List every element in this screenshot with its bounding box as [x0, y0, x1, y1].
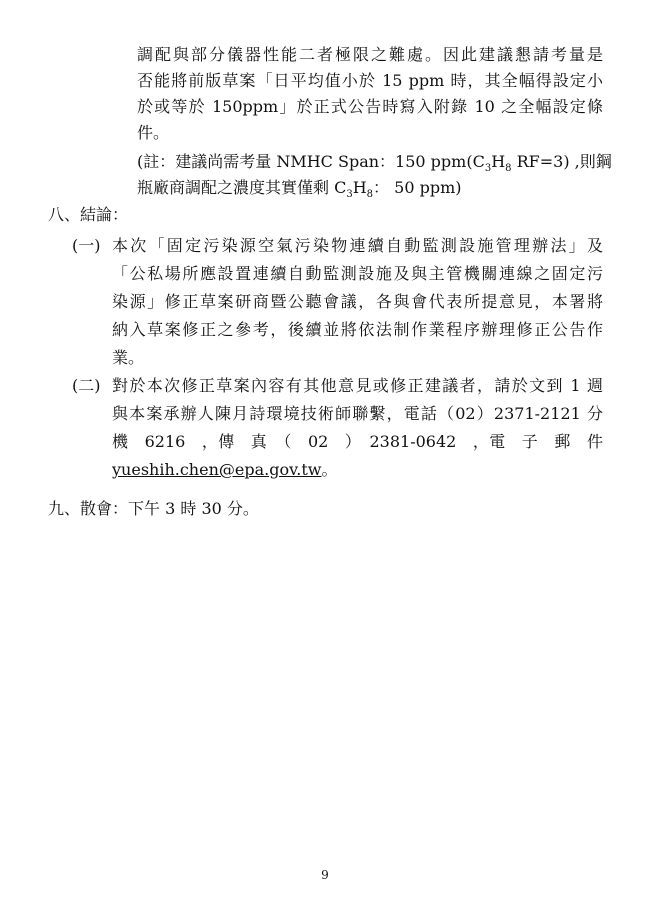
list-item-line: 與本案承辦人陳月詩環境技術師聯繫，電話（02）2371-2121 分: [112, 404, 603, 423]
list-item-line: 納入草案修正之參考，後續並將依法制作業程序辦理修正公告作: [112, 320, 603, 339]
list-marker: (二): [72, 376, 101, 395]
paragraph-line: 調配與部分儀器性能二者極限之難處。因此建議懇請考量是: [137, 45, 603, 64]
page-number: 9: [321, 868, 329, 882]
section-9: 九、散會：下午 3 時 30 分。: [48, 499, 259, 518]
email-line: yueshih.chen@epa.gov.tw。: [112, 460, 338, 479]
list-item-line: 染源」修正草案研商暨公聽會議，各與會代表所提意見，本署將: [112, 292, 603, 311]
list-item-line: 業。: [112, 348, 145, 367]
section-8-heading: 八、結論：: [48, 205, 129, 224]
list-item-line: 機 6216 ，傳 真 （ 02 ） 2381-0642 ，電 子 郵 件: [112, 432, 603, 451]
email-link[interactable]: yueshih.chen@epa.gov.tw: [112, 460, 322, 479]
note-line-1: (註：建議尚需考量 NMHC Span：150 $ppm(C_3H_8$ RF=3) ,則鋼: [137, 152, 612, 175]
list-item-line: 「公私場所應設置連續自動監測設施及與主管機關連線之固定污: [112, 264, 603, 283]
paragraph-line: 件。: [137, 123, 170, 142]
list-item-line: 本次「固定污染源空氣污染物連續自動監測設施管理辦法」及: [112, 236, 603, 255]
note-line-2: 瓶廠商調配之濃度其實僅剩 $C_3H_8$： 50 ppm): [137, 178, 462, 201]
paragraph-line: 於或等於 150ppm」於正式公告時寫入附錄 10 之全幅設定條: [137, 97, 603, 116]
paragraph-line: 否能將前版草案「日平均值小於 15 ppm 時，其全幅得設定小: [137, 71, 603, 90]
list-item-line: 對於本次修正草案內容有其他意見或修正建議者，請於文到 1 週: [112, 376, 603, 395]
list-marker: (一): [72, 236, 101, 255]
